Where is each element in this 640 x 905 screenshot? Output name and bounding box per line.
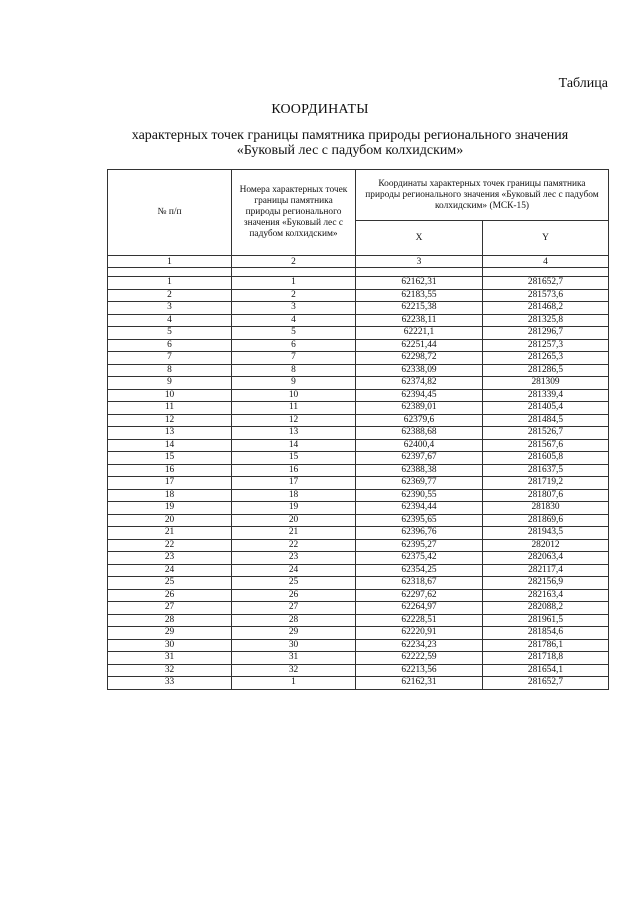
cell-point: 27 — [232, 602, 356, 615]
cell-y: 281526,7 — [483, 427, 609, 440]
cell-y: 281325,8 — [483, 314, 609, 327]
cell-point: 32 — [232, 664, 356, 677]
cell-y: 281830 — [483, 502, 609, 515]
cell-x: 62354,25 — [356, 564, 483, 577]
cell-y: 281652,7 — [483, 277, 609, 290]
subtitle-line-2: «Буковый лес с падубом колхидским» — [236, 143, 464, 158]
cell-point: 14 — [232, 439, 356, 452]
column-number-4: 4 — [483, 256, 609, 268]
cell-y: 281265,3 — [483, 352, 609, 365]
cell-x: 62388,68 — [356, 427, 483, 440]
table-row — [108, 652, 609, 665]
cell-y: 281257,3 — [483, 339, 609, 352]
cell-x: 62221,1 — [356, 327, 483, 340]
table-row — [108, 289, 609, 302]
cell-point: 31 — [232, 652, 356, 665]
subtitle-line-1: характерных точек границы памятника природы регионального значения — [131, 128, 569, 143]
table-row — [108, 377, 609, 390]
cell-point: 9 — [232, 377, 356, 390]
header-x: X — [356, 221, 483, 256]
table-row — [108, 427, 609, 440]
cell-y: 281309 — [483, 377, 609, 390]
cell-y: 281405,4 — [483, 402, 609, 415]
cell-y: 281339,4 — [483, 389, 609, 402]
table-row — [108, 339, 609, 352]
table-row — [108, 589, 609, 602]
cell-x: 62298,72 — [356, 352, 483, 365]
cell-y: 281637,5 — [483, 464, 609, 477]
column-number-2: 2 — [232, 256, 356, 268]
table-row — [108, 514, 609, 527]
cell-number: 12 — [108, 414, 232, 427]
cell-x: 62390,55 — [356, 489, 483, 502]
cell-point: 3 — [232, 302, 356, 315]
cell-x: 62251,44 — [356, 339, 483, 352]
table-row — [108, 627, 609, 640]
table-label: Таблица — [558, 76, 608, 91]
cell-number: 3 — [108, 302, 232, 315]
cell-y: 281567,6 — [483, 439, 609, 452]
cell-point: 7 — [232, 352, 356, 365]
cell-number: 17 — [108, 477, 232, 490]
cell-x: 62228,51 — [356, 614, 483, 627]
cell-number: 9 — [108, 377, 232, 390]
cell-point: 29 — [232, 627, 356, 640]
spacer-cell — [483, 268, 609, 277]
cell-number: 29 — [108, 627, 232, 640]
table-row — [108, 664, 609, 677]
cell-point: 1 — [232, 277, 356, 290]
cell-y: 282063,4 — [483, 552, 609, 565]
cell-y: 281943,5 — [483, 527, 609, 540]
header-coordinates: Координаты характерных точек границы памятника природы регионального значения «Буковый лес с падубом колхидским» (МСК-15) — [356, 170, 609, 221]
cell-point: 23 — [232, 552, 356, 565]
cell-x: 62318,67 — [356, 577, 483, 590]
cell-x: 62394,44 — [356, 502, 483, 515]
table-row — [108, 277, 609, 290]
cell-number: 20 — [108, 514, 232, 527]
cell-x: 62400,4 — [356, 439, 483, 452]
cell-x: 62388,38 — [356, 464, 483, 477]
cell-number: 8 — [108, 364, 232, 377]
cell-number: 5 — [108, 327, 232, 340]
cell-number: 7 — [108, 352, 232, 365]
cell-number: 26 — [108, 589, 232, 602]
cell-number: 19 — [108, 502, 232, 515]
cell-y: 281807,6 — [483, 489, 609, 502]
cell-number: 11 — [108, 402, 232, 415]
cell-point: 6 — [232, 339, 356, 352]
cell-number: 23 — [108, 552, 232, 565]
cell-x: 62238,11 — [356, 314, 483, 327]
cell-number: 27 — [108, 602, 232, 615]
cell-number: 6 — [108, 339, 232, 352]
cell-point: 19 — [232, 502, 356, 515]
header-point-number: Номера характерных точек границы памятника природы регионального значения «Буковый лес с падубом колхидским» — [232, 170, 356, 256]
cell-y: 282117,4 — [483, 564, 609, 577]
cell-number: 22 — [108, 539, 232, 552]
cell-point: 22 — [232, 539, 356, 552]
table-row — [108, 389, 609, 402]
cell-x: 62183,55 — [356, 289, 483, 302]
cell-point: 18 — [232, 489, 356, 502]
cell-number: 32 — [108, 664, 232, 677]
cell-point: 15 — [232, 452, 356, 465]
cell-y: 282088,2 — [483, 602, 609, 615]
cell-number: 2 — [108, 289, 232, 302]
cell-point: 10 — [232, 389, 356, 402]
table-row — [108, 327, 609, 340]
table-row — [108, 302, 609, 315]
cell-x: 62215,38 — [356, 302, 483, 315]
cell-y: 281654,1 — [483, 664, 609, 677]
cell-x: 62389,01 — [356, 402, 483, 415]
cell-point: 16 — [232, 464, 356, 477]
cell-x: 62396,76 — [356, 527, 483, 540]
document-title: КООРДИНАТЫ — [271, 102, 369, 117]
column-number-1: 1 — [108, 256, 232, 268]
cell-point: 11 — [232, 402, 356, 415]
cell-point: 8 — [232, 364, 356, 377]
cell-y: 281605,8 — [483, 452, 609, 465]
table-row — [108, 639, 609, 652]
document-subtitle — [100, 128, 600, 158]
cell-point: 21 — [232, 527, 356, 540]
cell-x: 62375,42 — [356, 552, 483, 565]
cell-number: 21 — [108, 527, 232, 540]
cell-point: 24 — [232, 564, 356, 577]
cell-y: 281854,6 — [483, 627, 609, 640]
spacer-cell — [356, 268, 483, 277]
cell-number: 10 — [108, 389, 232, 402]
cell-y: 282156,9 — [483, 577, 609, 590]
table-row — [108, 552, 609, 565]
table-row — [108, 502, 609, 515]
table-row — [108, 464, 609, 477]
cell-x: 62162,31 — [356, 677, 483, 690]
cell-point: 13 — [232, 427, 356, 440]
cell-point: 12 — [232, 414, 356, 427]
cell-y: 281484,5 — [483, 414, 609, 427]
cell-x: 62338,09 — [356, 364, 483, 377]
cell-number: 16 — [108, 464, 232, 477]
spacer-cell — [108, 268, 232, 277]
cell-number: 30 — [108, 639, 232, 652]
table-row — [108, 352, 609, 365]
cell-number: 14 — [108, 439, 232, 452]
table-row — [108, 564, 609, 577]
cell-x: 62222,59 — [356, 652, 483, 665]
cell-x: 62395,27 — [356, 539, 483, 552]
header-y: Y — [483, 221, 609, 256]
cell-number: 4 — [108, 314, 232, 327]
column-number-3: 3 — [356, 256, 483, 268]
cell-point: 25 — [232, 577, 356, 590]
table-row — [108, 477, 609, 490]
header-number: № п/п — [108, 170, 232, 256]
spacer-cell — [232, 268, 356, 277]
cell-x: 62394,45 — [356, 389, 483, 402]
cell-point: 20 — [232, 514, 356, 527]
cell-point: 28 — [232, 614, 356, 627]
cell-number: 1 — [108, 277, 232, 290]
cell-point: 1 — [232, 677, 356, 690]
cell-x: 62397,67 — [356, 452, 483, 465]
cell-x: 62369,77 — [356, 477, 483, 490]
cell-number: 18 — [108, 489, 232, 502]
table-row — [108, 414, 609, 427]
cell-number: 33 — [108, 677, 232, 690]
cell-y: 281869,6 — [483, 514, 609, 527]
cell-y: 281468,2 — [483, 302, 609, 315]
cell-point: 17 — [232, 477, 356, 490]
cell-number: 13 — [108, 427, 232, 440]
cell-x: 62234,23 — [356, 639, 483, 652]
cell-y: 281718,8 — [483, 652, 609, 665]
cell-point: 30 — [232, 639, 356, 652]
cell-y: 281286,5 — [483, 364, 609, 377]
table-body — [108, 277, 609, 690]
table-row — [108, 602, 609, 615]
table-row — [108, 452, 609, 465]
cell-y: 281296,7 — [483, 327, 609, 340]
cell-y: 281786,1 — [483, 639, 609, 652]
table-row — [108, 439, 609, 452]
cell-y: 281652,7 — [483, 677, 609, 690]
cell-y: 281961,5 — [483, 614, 609, 627]
cell-point: 2 — [232, 289, 356, 302]
coordinates-table — [107, 169, 609, 690]
table-row — [108, 489, 609, 502]
cell-point: 5 — [232, 327, 356, 340]
cell-x: 62264,97 — [356, 602, 483, 615]
cell-point: 26 — [232, 589, 356, 602]
cell-x: 62379,6 — [356, 414, 483, 427]
cell-x: 62162,31 — [356, 277, 483, 290]
cell-y: 282163,4 — [483, 589, 609, 602]
cell-x: 62220,91 — [356, 627, 483, 640]
table-row — [108, 539, 609, 552]
table-row — [108, 527, 609, 540]
cell-y: 281719,2 — [483, 477, 609, 490]
cell-y: 282012 — [483, 539, 609, 552]
cell-x: 62297,62 — [356, 589, 483, 602]
table-row — [108, 364, 609, 377]
table-row — [108, 402, 609, 415]
cell-x: 62395,65 — [356, 514, 483, 527]
cell-number: 24 — [108, 564, 232, 577]
cell-number: 15 — [108, 452, 232, 465]
table-row — [108, 614, 609, 627]
cell-x: 62374,82 — [356, 377, 483, 390]
table-row — [108, 677, 609, 690]
cell-point: 4 — [232, 314, 356, 327]
cell-number: 25 — [108, 577, 232, 590]
cell-x: 62213,56 — [356, 664, 483, 677]
table-row — [108, 314, 609, 327]
table-row — [108, 577, 609, 590]
cell-number: 31 — [108, 652, 232, 665]
cell-number: 28 — [108, 614, 232, 627]
cell-y: 281573,6 — [483, 289, 609, 302]
